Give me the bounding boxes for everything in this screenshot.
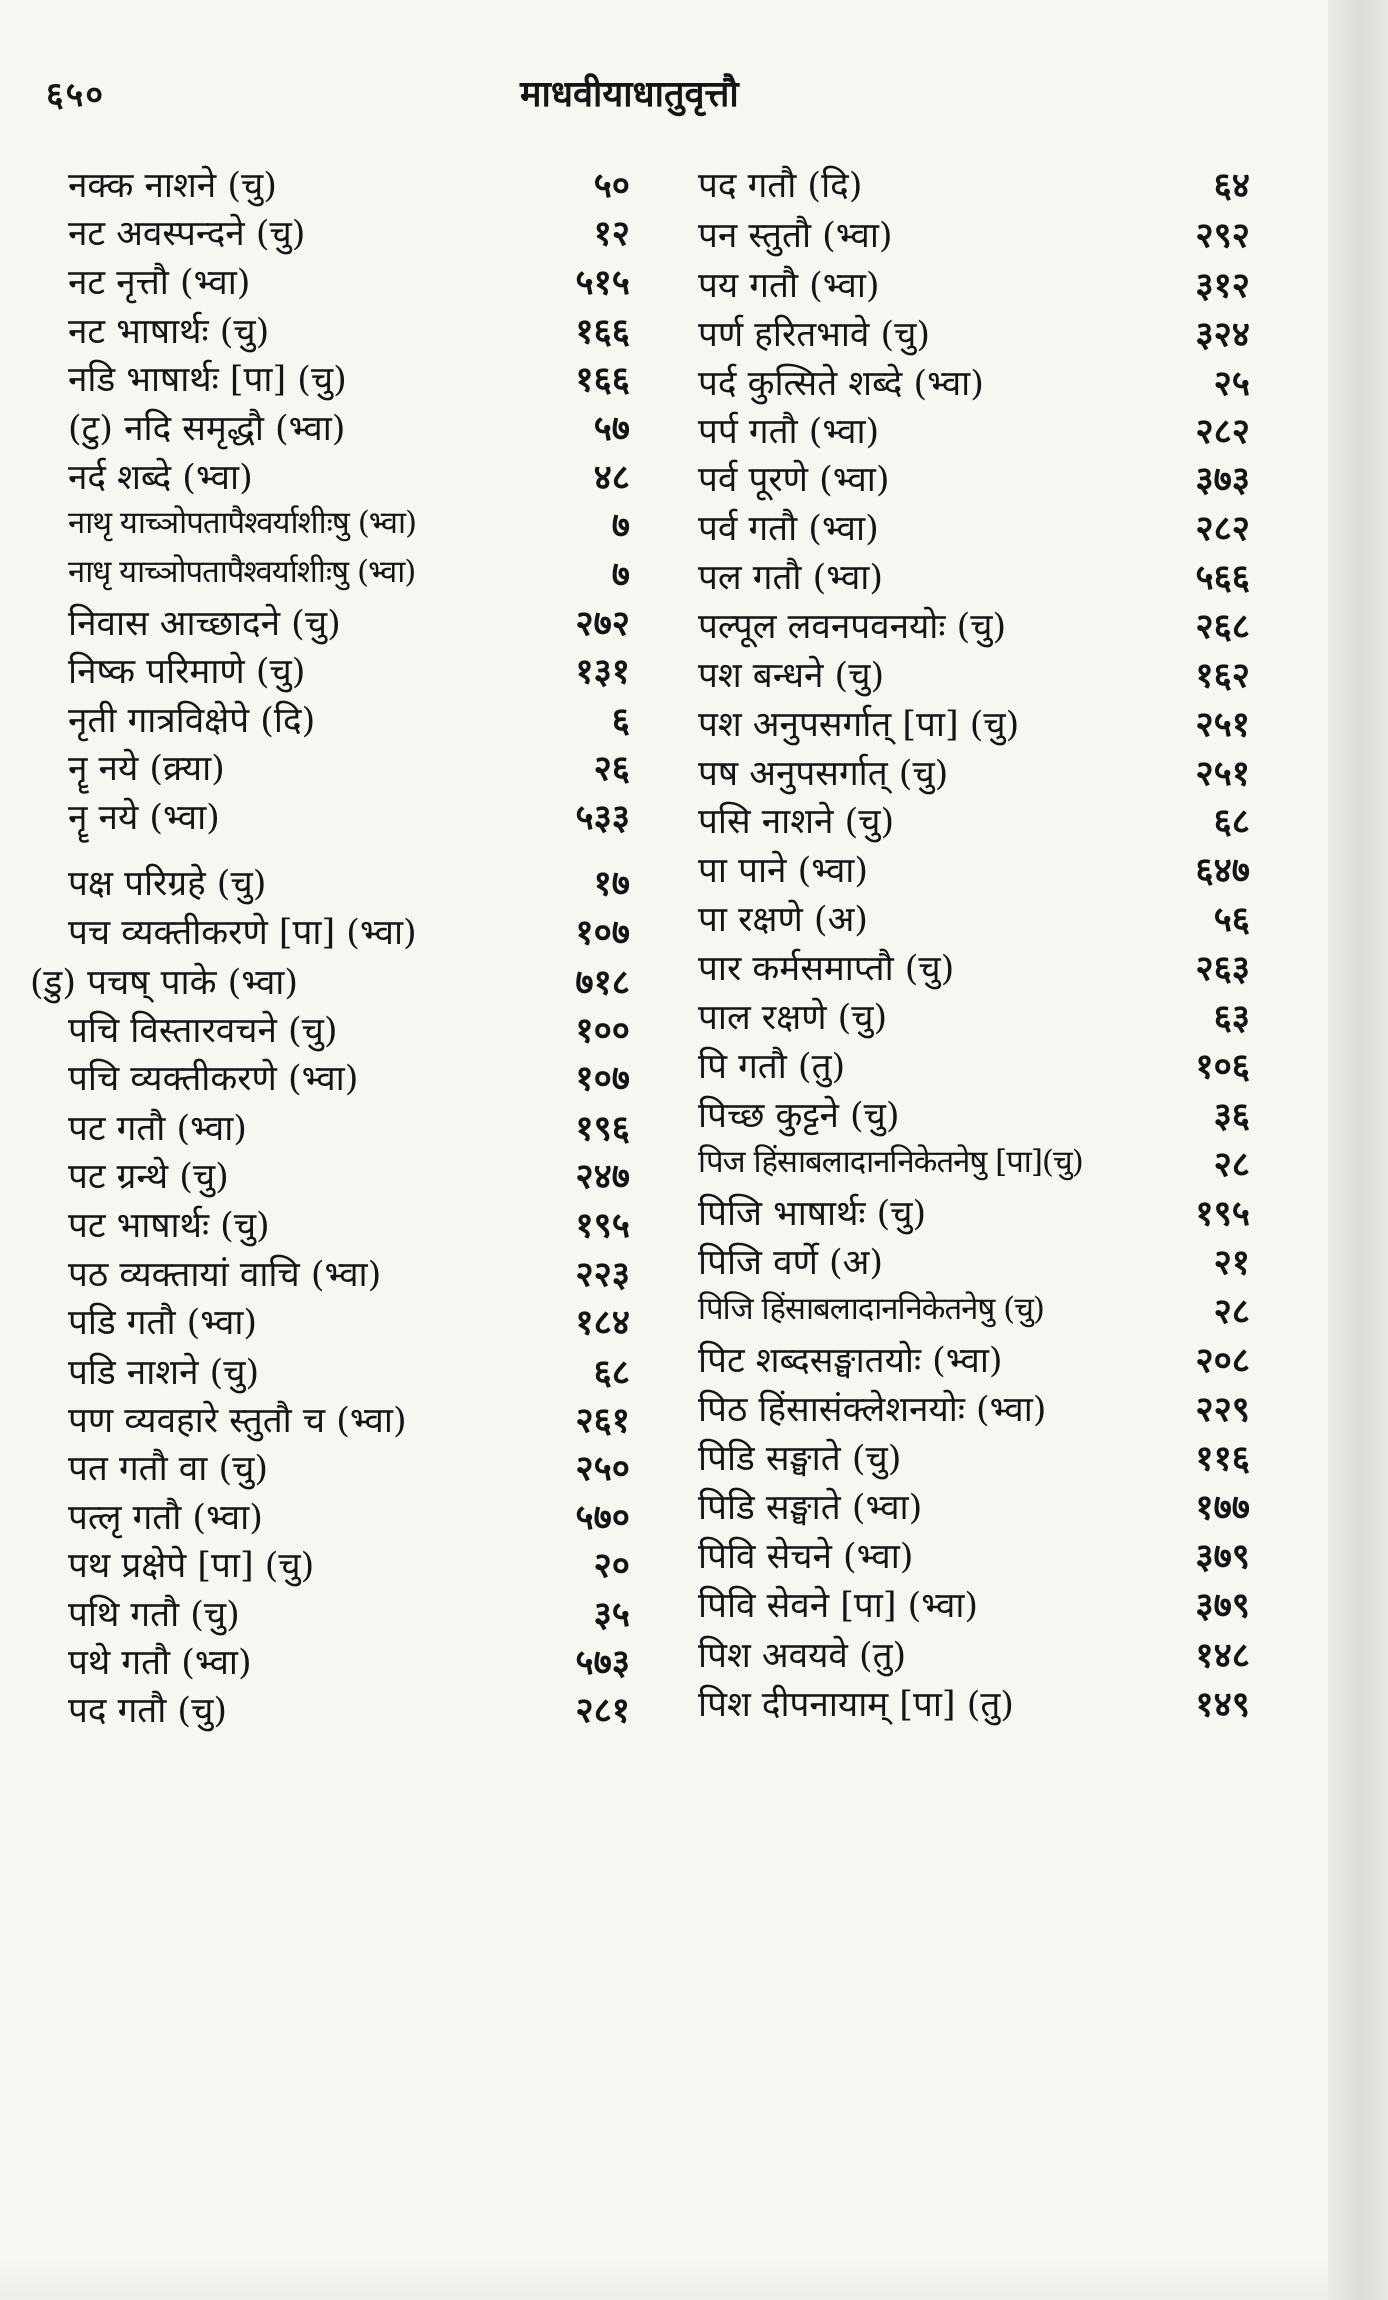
entry-page-ref: १६२ xyxy=(1195,655,1250,696)
entry-text: पण व्यवहारे स्तुतौ च (भ्वा) xyxy=(68,1401,407,1441)
entry-text: (डु) पचष् पाके (भ्वा) xyxy=(30,963,299,1003)
entry-page-ref: ५० xyxy=(593,165,630,206)
entry-page-ref: २६८ xyxy=(1195,606,1250,647)
page-edge xyxy=(1328,0,1388,2300)
dhatu-entry xyxy=(690,1625,1250,1681)
entry-text: नृती गात्रविक्षेपे (दि) xyxy=(68,701,316,741)
dhatu-entry xyxy=(690,694,1250,750)
dhatu-entry xyxy=(30,787,630,843)
entry-page-ref: ३१२ xyxy=(1195,265,1250,306)
entry-text: नाथृ याच्ञोपतापैश्वर्याशीःषु (भ्वा) xyxy=(68,505,417,541)
entry-text: पार कर्मसमाप्तौ (चु) xyxy=(698,949,955,989)
entry-page-ref: ३५ xyxy=(593,1594,630,1635)
entry-text: पर्प गतौ (भ्वा) xyxy=(698,412,880,452)
entry-page-ref: २४७ xyxy=(575,1156,630,1197)
dhatu-entry xyxy=(690,596,1250,652)
dhatu-entry xyxy=(30,1438,630,1494)
entry-page-ref: ५३३ xyxy=(575,797,630,838)
entry-text: नट अवस्पन्दने (चु) xyxy=(68,214,306,254)
entry-page-ref: ५७३ xyxy=(575,1642,630,1683)
entry-text: पर्व गतौ (भ्वा) xyxy=(698,509,879,549)
entry-text: पिश अवयवे (तु) xyxy=(698,1636,907,1676)
page-bottom-shade xyxy=(0,2260,1340,2300)
dhatu-entry xyxy=(30,203,630,259)
entry-page-ref: १६६ xyxy=(575,311,630,352)
entry-page-ref: २७२ xyxy=(575,603,630,644)
entry-text: पिडि सङ्घाते (भ्वा) xyxy=(698,1488,923,1528)
running-head: माधवीयाधातुवृत्तौ xyxy=(520,73,739,115)
entry-page-ref: २९२ xyxy=(1195,215,1250,256)
dhatu-entry xyxy=(30,544,630,600)
dhatu-entry xyxy=(30,1195,630,1251)
entry-text: पट भाषार्थः (चु) xyxy=(68,1206,270,1246)
entry-text: पल्पूल लवनपवनयोः (चु) xyxy=(698,607,1007,647)
entry-page-ref: ५१५ xyxy=(575,262,630,303)
entry-text: पथि गतौ (चु) xyxy=(68,1595,240,1635)
dhatu-entry xyxy=(690,1575,1250,1631)
entry-text: पा पाने (भ्वा) xyxy=(698,851,868,891)
dhatu-entry xyxy=(690,987,1250,1043)
dhatu-entry xyxy=(30,641,630,697)
entry-page-ref: ५६ xyxy=(1213,899,1250,940)
dhatu-entry xyxy=(30,853,630,909)
entry-text: पा रक्षणे (अ) xyxy=(698,900,868,940)
entry-text: नर्द शब्दे (भ्वा) xyxy=(68,458,253,498)
entry-text: नट भाषार्थः (चु) xyxy=(68,312,270,352)
entry-page-ref: ३७९ xyxy=(1195,1585,1250,1626)
entry-text: नडि भाषार्थः [पा] (चु) xyxy=(68,360,347,400)
dhatu-entry xyxy=(30,1535,630,1591)
entry-text: पठ व्यक्तायां वाचि (भ्वा) xyxy=(68,1255,382,1295)
dhatu-entry xyxy=(30,495,630,551)
entry-text: पाल रक्षणे (चु) xyxy=(698,998,888,1038)
dhatu-entry xyxy=(30,349,630,405)
entry-page-ref: १४८ xyxy=(1195,1635,1250,1676)
entry-page-ref: २१ xyxy=(1213,1242,1250,1283)
dhatu-entry xyxy=(690,1428,1250,1484)
dhatu-entry xyxy=(690,938,1250,994)
entry-page-ref: ७ xyxy=(611,505,630,546)
entry-page-ref: ६३ xyxy=(1213,997,1250,1038)
entry-page-ref: २० xyxy=(593,1545,630,1586)
entry-text: पथे गतौ (भ्वा) xyxy=(68,1643,252,1683)
entry-text: पय गतौ (भ्वा) xyxy=(698,266,880,306)
dhatu-entry xyxy=(690,205,1250,261)
entry-text: पिवि सेचने (भ्वा) xyxy=(698,1537,914,1577)
entry-page-ref: १७ xyxy=(593,863,630,904)
entry-text: पत्लृ गतौ (भ्वा) xyxy=(68,1498,263,1538)
dhatu-entry xyxy=(690,1526,1250,1582)
entry-page-ref: १७७ xyxy=(1195,1487,1250,1528)
entry-text: पचि विस्तारवचने (चु) xyxy=(68,1011,338,1051)
dhatu-entry xyxy=(690,791,1250,847)
dhatu-entry xyxy=(30,398,630,454)
entry-page-ref: ६ xyxy=(611,700,630,741)
dhatu-entry xyxy=(30,1146,630,1202)
entry-page-ref: ६८ xyxy=(1213,801,1250,842)
entry-page-ref: ६८ xyxy=(593,1352,630,1393)
entry-text: पिठ हिंसासंक्लेशनयोः (भ्वा) xyxy=(698,1390,1047,1430)
entry-page-ref: ६४ xyxy=(1213,165,1250,206)
entry-page-ref: १९६ xyxy=(575,1108,630,1149)
entry-page-ref: १२ xyxy=(593,213,630,254)
entry-page-ref: २५ xyxy=(1213,363,1250,404)
entry-page-ref: ७१८ xyxy=(575,962,630,1003)
dhatu-entry xyxy=(30,252,630,308)
entry-text: पडि गतौ (भ्वा) xyxy=(68,1303,258,1343)
entry-text: पद गतौ (दि) xyxy=(698,166,863,206)
entry-page-ref: ६४७ xyxy=(1195,850,1250,891)
dhatu-entry xyxy=(690,1674,1250,1730)
entry-text: पश बन्धने (चु) xyxy=(698,656,885,696)
entry-page-ref: १०७ xyxy=(575,1058,630,1099)
dhatu-entry xyxy=(30,902,630,958)
entry-text: पिजि वर्णे (अ) xyxy=(698,1243,884,1283)
entry-text: (टु) नदि समृद्धौ (भ्वा) xyxy=(68,409,346,449)
entry-text: निष्क परिमाणे (चु) xyxy=(68,652,306,692)
entry-text: नक्क नाशने (चु) xyxy=(68,166,277,206)
entry-text: पश अनुपसर्गात् [पा] (चु) xyxy=(698,705,1020,745)
dhatu-entry xyxy=(690,1477,1250,1533)
entry-text: पचि व्यक्तीकरणे (भ्वा) xyxy=(68,1059,359,1099)
dhatu-entry xyxy=(690,1036,1250,1092)
entry-text: पसि नाशने (चु) xyxy=(698,802,895,842)
entry-page-ref: ५६६ xyxy=(1195,557,1250,598)
entry-text: पिच्छ कुट्टने (चु) xyxy=(698,1096,900,1136)
entry-page-ref: ११६ xyxy=(1195,1438,1250,1479)
entry-text: पच व्यक्तीकरणे [पा] (भ्वा) xyxy=(68,913,417,953)
entry-text: पि गतौ (तु) xyxy=(698,1047,846,1087)
entry-page-ref: १९५ xyxy=(1195,1193,1250,1234)
entry-page-ref: ५७ xyxy=(593,408,630,449)
dhatu-entry xyxy=(690,1232,1250,1288)
entry-page-ref: ४८ xyxy=(593,457,630,498)
entry-text: पट ग्रन्थे (चु) xyxy=(68,1157,229,1197)
dhatu-entry xyxy=(30,1292,630,1348)
dhatu-entry xyxy=(690,1183,1250,1239)
dhatu-entry xyxy=(690,1281,1250,1337)
entry-text: पिवि सेवने [पा] (भ्वा) xyxy=(698,1586,979,1626)
entry-page-ref: १८४ xyxy=(575,1302,630,1343)
entry-page-ref: ३७९ xyxy=(1195,1536,1250,1577)
dhatu-entry xyxy=(690,889,1250,945)
entry-text: पष अनुपसर्गात् (चु) xyxy=(698,754,949,794)
entry-page-ref: २८२ xyxy=(1195,411,1250,452)
entry-text: पथ प्रक्षेपे [पा] (चु) xyxy=(68,1546,315,1586)
entry-page-ref: २२३ xyxy=(575,1254,630,1295)
entry-page-ref: २२९ xyxy=(1195,1389,1250,1430)
dhatu-entry xyxy=(690,255,1250,311)
entry-text: पिडि सङ्घाते (चु) xyxy=(698,1439,902,1479)
entry-page-ref: २८२ xyxy=(1195,508,1250,549)
entry-page-ref: ७ xyxy=(611,554,630,595)
entry-text: पर्व पूरणे (भ्वा) xyxy=(698,460,890,500)
entry-text: पट गतौ (भ्वा) xyxy=(68,1109,247,1149)
entry-page-ref: १६६ xyxy=(575,359,630,400)
entry-page-ref: २०८ xyxy=(1195,1340,1250,1381)
dhatu-entry xyxy=(690,1379,1250,1435)
entry-text: पिज हिंसाबलादाननिकेतनेषु [पा](चु) xyxy=(698,1144,1083,1180)
dhatu-entry xyxy=(690,1134,1250,1190)
entry-text: पक्ष परिग्रहे (चु) xyxy=(68,864,267,904)
entry-page-ref: २६१ xyxy=(575,1400,630,1441)
entry-text: पन स्तुतौ (भ्वा) xyxy=(698,216,893,256)
entry-text: पर्द कुत्सिते शब्दे (भ्वा) xyxy=(698,364,984,404)
dhatu-entry xyxy=(30,738,630,794)
dhatu-entry xyxy=(690,1085,1250,1141)
entry-text: पर्ण हरितभावे (चु) xyxy=(698,315,931,355)
dhatu-entry xyxy=(690,449,1250,505)
entry-page-ref: ३६ xyxy=(1213,1095,1250,1136)
page-number: ६५० xyxy=(46,75,106,115)
entry-text: पद गतौ (चु) xyxy=(68,1691,227,1731)
entry-text: पिट शब्दसङ्घातयोः (भ्वा) xyxy=(698,1341,1003,1381)
entry-text: पल गतौ (भ्वा) xyxy=(698,558,884,598)
entry-page-ref: २५० xyxy=(575,1448,630,1489)
dhatu-entry xyxy=(690,1330,1250,1386)
entry-text: पत गतौ वा (चु) xyxy=(68,1449,268,1489)
entry-page-ref: १०६ xyxy=(1195,1046,1250,1087)
entry-page-ref: १९५ xyxy=(575,1205,630,1246)
entry-text: पडि नाशने (चु) xyxy=(68,1353,260,1393)
dhatu-entry xyxy=(690,304,1250,360)
entry-page-ref: ३२४ xyxy=(1195,314,1250,355)
dhatu-entry xyxy=(690,547,1250,603)
entry-text: नट नृत्तौ (भ्वा) xyxy=(68,263,251,303)
dhatu-entry xyxy=(690,498,1250,554)
entry-page-ref: २८१ xyxy=(575,1690,630,1731)
dhatu-entry xyxy=(30,1048,630,1104)
entry-page-ref: २८ xyxy=(1213,1144,1250,1185)
entry-page-ref: १३१ xyxy=(575,651,630,692)
entry-page-ref: ५७० xyxy=(575,1497,630,1538)
entry-page-ref: २६३ xyxy=(1195,948,1250,989)
dhatu-entry xyxy=(690,645,1250,701)
entry-text: नॄ नये (भ्वा) xyxy=(68,798,220,838)
dhatu-entry xyxy=(690,840,1250,896)
dhatu-entry xyxy=(690,155,1250,211)
dhatu-entry xyxy=(30,1680,630,1736)
entry-text: पिजि हिंसाबलादाननिकेतनेषु (चु) xyxy=(698,1291,1045,1327)
entry-text: नाधृ याच्ञोपतापैश्वर्याशीःषु (भ्वा) xyxy=(68,554,416,590)
entry-text: पिजि भाषार्थः (चु) xyxy=(698,1194,927,1234)
entry-text: नॄ नये (क्र्या) xyxy=(68,749,225,789)
entry-page-ref: ३७३ xyxy=(1195,459,1250,500)
entry-page-ref: १०० xyxy=(575,1010,630,1051)
entry-text: पिश दीपनायाम् [पा] (तु) xyxy=(698,1685,1014,1725)
entry-page-ref: २८ xyxy=(1213,1291,1250,1332)
entry-text: निवास आच्छादने (चु) xyxy=(68,604,341,644)
entry-page-ref: २५१ xyxy=(1195,753,1250,794)
entry-page-ref: १०७ xyxy=(575,912,630,953)
entry-page-ref: २५१ xyxy=(1195,704,1250,745)
entry-page-ref: २६ xyxy=(593,748,630,789)
entry-page-ref: १४९ xyxy=(1195,1684,1250,1725)
